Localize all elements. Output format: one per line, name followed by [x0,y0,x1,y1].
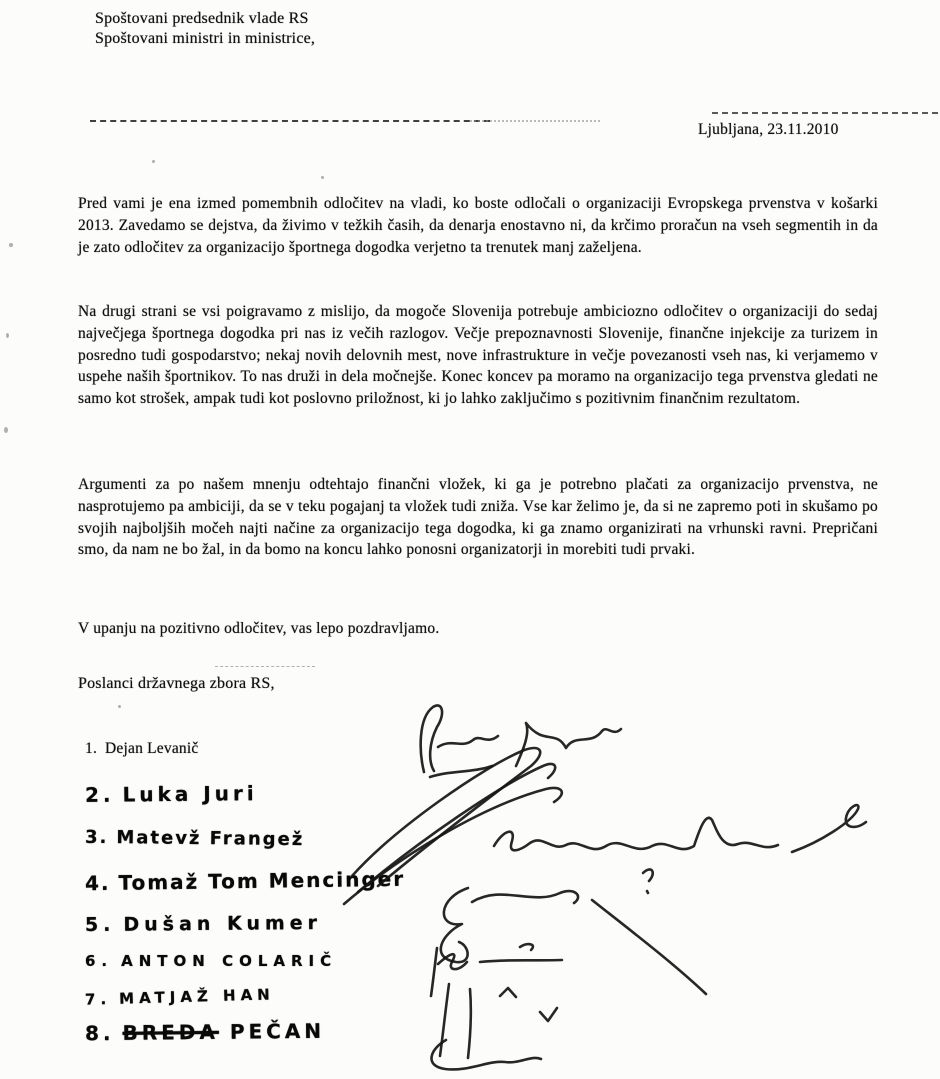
signatory-row [85,912,322,936]
closing-line: V upanju na pozitivno odločitev, vas lepo pozdravljamo. [78,620,440,637]
salutation-line-2: Spoštovani ministri in ministrice, [95,30,316,47]
signatory-number: 2. [84,782,115,807]
signatory-row [85,985,275,1008]
signatory-number: 5. [84,913,116,937]
signatory-number: 8. [84,1020,115,1046]
scan-speck [6,333,9,338]
scan-speck [4,427,8,433]
signatory-name: Tomaž Tom Mencinger [118,866,406,895]
signatory-name: BREDA PEČAN [122,1018,326,1045]
signatory-name: Dušan Kumer [123,911,323,936]
signatory-row [85,781,258,807]
signoff-line: Poslanci državnega zbora RS, [78,675,275,692]
scan-artifact-line-left-fade [470,120,600,124]
signatory-row [85,827,304,850]
scan-artifact-line-right [712,112,938,117]
signatory-name-struck: BREDA [122,1019,220,1045]
salutation-line-1: Spoštovani predsednik vlade RS [95,10,309,27]
signatory-number: 7. [84,989,112,1009]
salutation [95,9,315,49]
signatory-name: ANTON COLARIČ [121,952,338,970]
signatory-row [85,740,198,758]
signatory-number: 3. [84,826,109,849]
signatory-name: MATJAŽ HAN [118,985,275,1008]
signatory-number: 6. [85,952,114,970]
scan-speck [118,705,121,708]
paragraph-1: Pred vami je ena izmed pomembnih odločitev na vladi, ko boste odločali o organizaciji Evropskega prvenstva v košarki 2013. Zavedamo se dejstva, da živimo v težkih časih, da denarja enostavno ni, da krčimo proračun na vseh segmentih in da je zato odločitev za organizacijo športnega dogodka verjetno ta trenutek manj zaželjena. [78,195,878,256]
dateline: Ljubljana, 23.11.2010 [698,121,839,138]
paragraph-2: Na drugi strani se vsi poigravamo z mislijo, da mogoče Slovenija potrebuje ambiciozno odločitev o organizaciji do sedaj največjega športnega dogodka pri nas iz večih razlogov. Večje prepoznavnosti Slovenije, finančne injekcije za turizem in posredno tudi gospodarstvo; nekaj novih delovnih mest, nove infrastrukture in večje povezanosti vseh nas, ki verjamemo v uspehe naših športnikov. To nas druži in dela močnejše. Konec koncev pa moramo na organizacijo tega prvenstva gledati ne samo kot strošek, ampak tudi kot poslovno priložnost, ki jo lahko zaključimo s pozitivnim finančnim rezultatom. [78,303,878,408]
signatory-row [85,952,337,970]
signatory-name: Luka Juri [122,781,258,807]
signatory-number: 1. [85,740,98,757]
paragraph-3: Argumenti za po našem mnenju odtehtajo finančni vložek, ki ga je potrebno plačati za organizacijo prvenstva, ne nasprotujemo pa ambiciji, da se v teku pogajanj ta vložek tudi zniža. Vse kar želimo je, da si ne zapremo poti in skušamo po svojih najboljših močeh najti načine za organizacijo tega dogodka, ki ga znamo organizirati na vrhunski ravni. Prepričani smo, da nam ne bo žal, in da bomo na koncu lahko ponosni organizatorji in morebiti tudi prvaki. [78,476,878,559]
scan-artifact-dotline [215,666,315,669]
signatory-number: 4. [84,870,111,896]
scan-speck [9,243,13,247]
signatory-name: Matevž Frangež [116,827,305,851]
scan-artifact-line-left [90,120,490,125]
scan-speck [321,176,324,179]
signatory-row [85,867,405,895]
signatory-name: Dejan Levanič [105,740,199,757]
scan-speck [152,160,155,163]
signatory-row [85,1019,325,1046]
